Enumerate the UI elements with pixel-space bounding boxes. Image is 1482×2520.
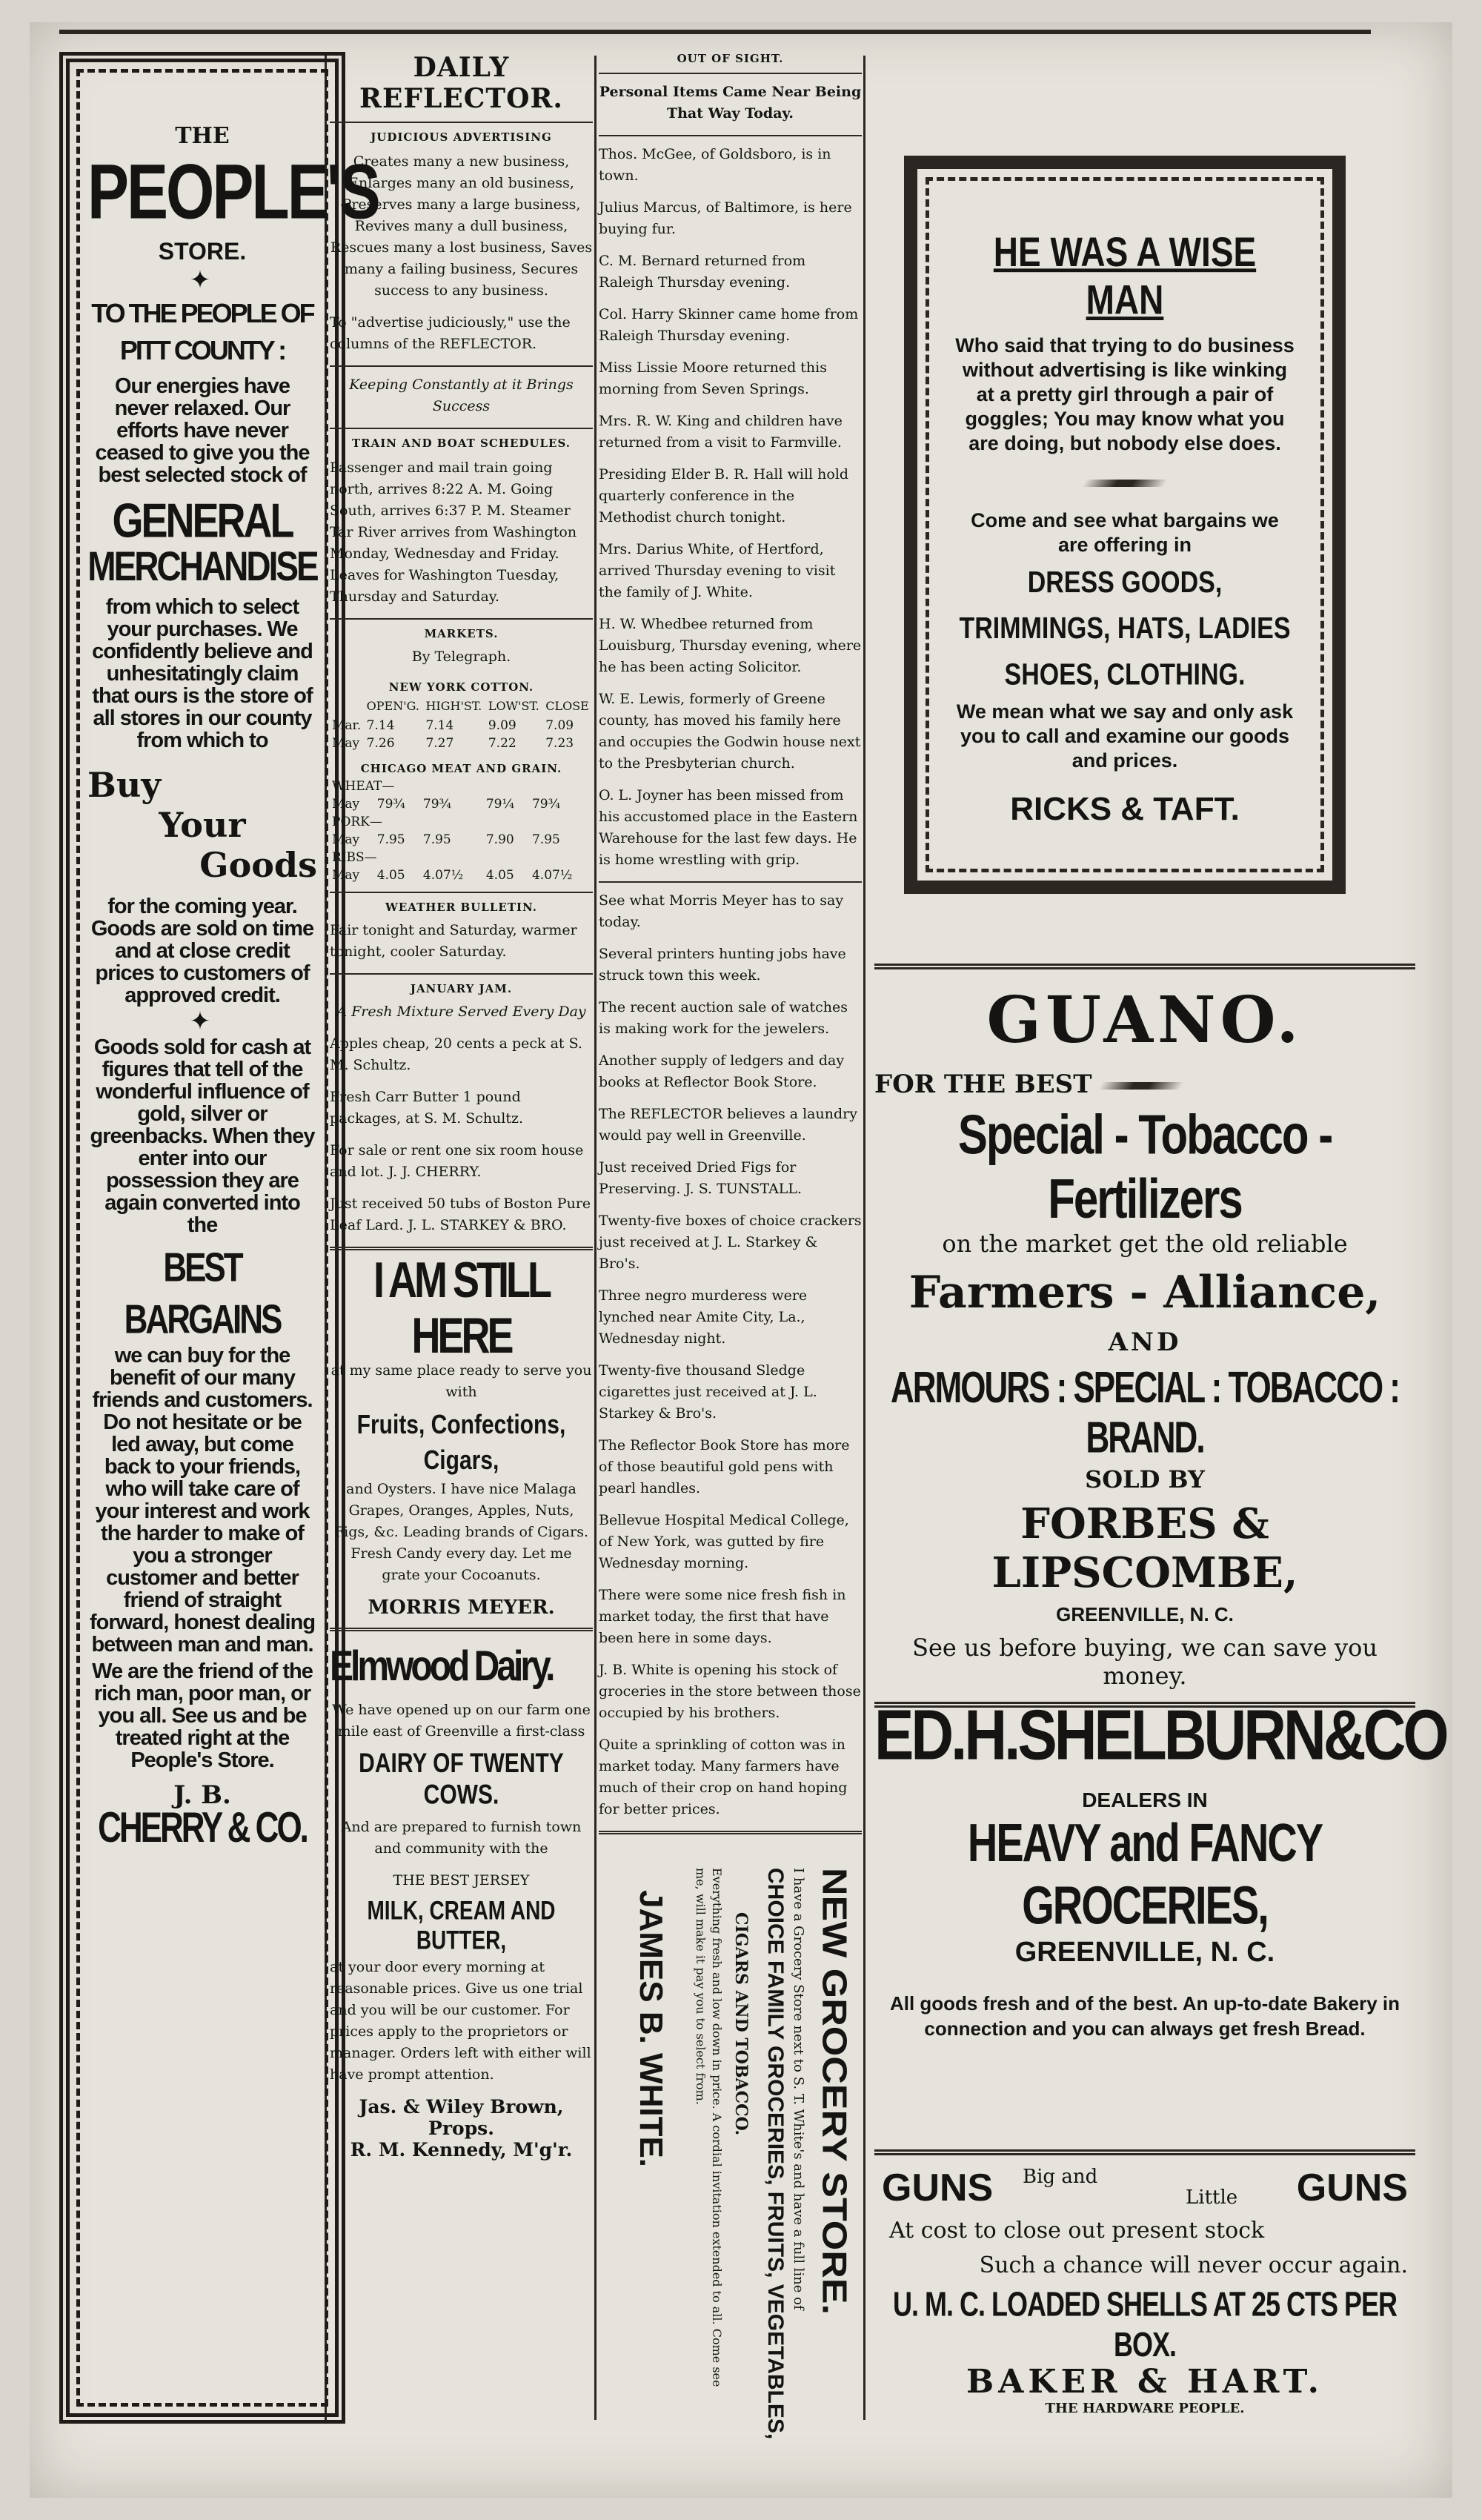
wise-text: We mean what we say and only ask you to call and examine our goods and prices. [956, 700, 1294, 772]
dairy-sig: Jas. & Wiley Brown, Props. [359, 2096, 564, 2139]
guano-title: GUANO. [986, 983, 1303, 1058]
jam-heading: JANUARY JAM. [410, 982, 513, 995]
dairy-milk: MILK, CREAM AND BUTTER, [367, 1896, 556, 1954]
judicious-lines: Creates many a new business, Enlarges many an old business, Preserves many a large business, Revives many a dull business, Rescues many a lost business, Saves many a failing business, Secures success to any business. [330, 153, 593, 299]
dairy-cows: DAIRY OF TWENTY COWS. [359, 1748, 564, 1811]
jam-item: Just received 50 tubs of Boston Pure Leaf Lard. J. L. STARKEY & BRO. [330, 1196, 591, 1233]
guano-line: AND [1108, 1327, 1182, 1357]
arrow-ornament [954, 475, 1295, 489]
ad-your: Your [159, 805, 246, 845]
guano-line: on the market get the old reliable [942, 1230, 1348, 1258]
personal-item: Col. Harry Skinner came home from Raleigh Thursday evening. [599, 306, 859, 344]
ad-to: TO THE PEOPLE OF [91, 298, 313, 328]
guns-ad [874, 2149, 1415, 2416]
shelburn-line: All goods fresh and of the best. An up-to-date Bakery in connection and you can always get fresh Bread. [889, 1992, 1400, 2040]
ad-sig2: CHERRY & CO. [98, 1804, 307, 1852]
personal-item: Miss Lissie Moore returned this morning from Seven Springs. [599, 359, 827, 397]
ads-column [867, 52, 1446, 2424]
ad-title: PEOPLE'S [87, 147, 379, 235]
flourish-icon: ✦ [189, 1007, 216, 1036]
jam-item: For sale or rent one six room house and lot. J. J. CHERRY. [330, 1142, 584, 1180]
guns-line: At cost to close out present stock [889, 2218, 1265, 2244]
dairy-text: And are prepared to furnish town and community with the [341, 1819, 582, 1857]
peoples-store-ad [59, 52, 379, 2424]
local-item: The REFLECTOR believes a laundry would pay well in Greenville. [599, 1106, 857, 1144]
local-item: Twenty-five thousand Sledge cigarettes just received at J. L. Starkey & Bro's. [599, 1362, 817, 1422]
guano-line: Farmers - Alliance, [908, 1267, 1381, 1319]
ad-goods: Goods [199, 845, 317, 885]
guns-big: Big and [1023, 2166, 1098, 2188]
cotton-heading: NEW YORK COTTON. [388, 680, 534, 694]
guano-line: ARMOURS : SPECIAL : TOBACCO : BRAND. [891, 1363, 1399, 1463]
wise-goods: DRESS GOODS, TRIMMINGS, HATS, LADIES SHOES, CLOTHING. [959, 565, 1291, 692]
jam-item: Fresh Carr Butter 1 pound packages, at S. M. Schultz. [330, 1089, 524, 1127]
ad-p2: from which to select your purchases. We confidently believe and unhesitatingly claim that ours is the store of all stores in our county from which to [92, 595, 313, 752]
guns-line: THE HARDWARE PEOPLE. [1045, 2401, 1245, 2416]
top-rule [59, 30, 1371, 34]
column-divider [594, 56, 597, 2420]
dairy-title: Elmwood Dairy. [330, 1642, 553, 1691]
dairy-text: We have opened up on our farm one mile east of Greenville a first-class [332, 1702, 591, 1740]
ad-p3: for the coming year. Goods are sold on time and at close credit prices to customers of approved credit. [90, 895, 314, 1007]
wise-man-ad [904, 156, 1346, 894]
out-of-sight-heading: OUT OF SIGHT. [677, 52, 784, 65]
local-item: There were some nice fresh fish in market today, the first that have been here in some days. [599, 1587, 846, 1646]
out-of-sight-sub: Personal Items Came Near Being That Way Today. [599, 84, 862, 122]
still-signature: MORRIS MEYER. [368, 1596, 555, 1619]
still-line: at my same place ready to serve you with [330, 1362, 592, 1400]
guano-line: FOR THE BEST [874, 1070, 1415, 1099]
locals-column [599, 52, 862, 2440]
ad-county: PITT COUNTY : [119, 335, 285, 365]
train-text: Passenger and mail train going north, arrives 8:22 A. M. Going South, arrives 6:37 P. M. Steamer Tar River arrives from Washington Monday, Wednesday and Friday. Leaves for Washington Tuesday, Thursday and Saturday. [330, 460, 577, 605]
guano-line: See us before buying, we can save you money. [912, 1634, 1378, 1690]
jam-sub: A Fresh Mixture Served Every Day [336, 1004, 586, 1020]
weather-heading: WEATHER BULLETIN. [385, 901, 537, 914]
local-item: Three negro murderess were lynched near Amite City, La., Wednesday night. [599, 1287, 808, 1347]
wise-text: Who said that trying to do business without advertising is like winking at a pretty girl through a pair of goggles; You may know what you are doing, but nobody else does. [955, 334, 1295, 454]
ad-sig1: J. B. [173, 1780, 231, 1810]
shelburn-title: ED.H.SHELBURN&CO [874, 1695, 1446, 1774]
dairy-jersey: THE BEST JERSEY [393, 1872, 530, 1889]
local-item: Bellevue Hospital Medical College, of New York, was gutted by fire Wednesday morning. [599, 1512, 849, 1571]
guns-line: U. M. C. LOADED SHELLS AT 25 CTS PER BOX. [892, 2284, 1398, 2364]
guns-right: GUNS [1296, 2166, 1408, 2209]
guano-line: SOLD BY [1085, 1465, 1205, 1493]
ad-p5: we can buy for the benefit of our many friends and customers. Do not hesitate or be led away, but come back to your friends, who will take care of your interest and work the harder to make of you a stronger customer and better friend of straight forward, honest dealing between man and man. [89, 1344, 316, 1657]
personal-item: C. M. Bernard returned from Raleigh Thursday evening. [599, 253, 806, 291]
ad-general: GENERAL [112, 494, 293, 548]
chicago-table: WHEAT— May 79¾ 79¾ 79¼ 79¾ PORK— May 7.95 7.95 7.90 7.95 RIBS— May 4.05 4.07½ 4.05 4.07½ [332, 779, 573, 883]
grocery-signature: JAMES B. WHITE. [633, 1890, 669, 2168]
wise-text: Come and see what bargains we are offering in [971, 509, 1279, 556]
jam-item: Apples cheap, 20 cents a peck at S. M. Schultz. [330, 1035, 582, 1073]
personal-item: H. W. Whedbee returned from Louisburg, Thursday evening, where he has been acting Solicitor. [599, 616, 862, 675]
weather-text: Fair tonight and Saturday, warmer tonight, cooler Saturday. [330, 922, 577, 960]
shelburn-line: HEAVY and FANCY GROCERIES, [967, 1811, 1323, 1936]
grocery-title: NEW GROCERY STORE. [814, 1868, 854, 2315]
guano-line: FORBES & LIPSCOMBE, [991, 1499, 1298, 1597]
personal-item: W. E. Lewis, formerly of Greene county, has moved his family here and occupies the Godwin house next to the Presbyterian church. [599, 691, 861, 772]
still-products: Fruits, Confections, Cigars, [356, 1410, 566, 1476]
ad-best-bargains: BEST BARGAINS [124, 1244, 281, 1342]
still-here-title: I AM STILL HERE [373, 1253, 549, 1364]
markets-heading: MARKETS. [424, 627, 499, 640]
personal-item: Presiding Elder B. R. Hall will hold quarterly conference in the Methodist church tonight. [599, 466, 849, 525]
personal-item: Julius Marcus, of Baltimore, is here buying fur. [599, 199, 852, 237]
grocery-text: Everything fresh and low down in price. A cordial invitation extended to all. Come see me, will make it pay you to select from. [694, 1868, 724, 2387]
ad-p4: Goods sold for cash at figures that tell of the wonderful influence of gold, silver or greenbacks. When they enter into our possession they are again converted into the [90, 1035, 315, 1237]
dairy-text: at your door every morning at reasonable prices. Give us one trial and you will be our customer. For prices apply to the proprietors or manager. Orders left with either will have prompt attention. [330, 1959, 591, 2083]
shelburn-line: DEALERS IN [1082, 1788, 1208, 1811]
local-item: Quite a sprinkling of cotton was in market today. Many farmers have much of their crop on hand hoping for better prices. [599, 1737, 848, 1817]
keeping-line: Keeping Constantly at it Brings Success [349, 377, 574, 414]
still-text: and Oysters. I have nice Malaga Grapes, Oranges, Apples, Nuts, Figs, &c. Leading brands of Cigars. Fresh Candy every day. Let me grate your Cocoanuts. [333, 1481, 588, 1583]
personal-item: Thos. McGee, of Goldsboro, is in town. [599, 146, 831, 184]
local-item: The recent auction sale of watches is making work for the jewelers. [599, 999, 848, 1037]
chicago-heading: CHICAGO MEAT AND GRAIN. [360, 762, 562, 775]
advertise-note: To "advertise judiciously," use the columns of the REFLECTOR. [330, 314, 571, 352]
judicious-heading: JUDICIOUS ADVERTISING [370, 130, 552, 144]
shelburn-line: GREENVILLE, N. C. [1014, 1937, 1275, 1968]
ad-p6: We are the friend of the rich man, poor man, or you all. See us and be treated right at the People's Store. [92, 1659, 313, 1772]
wise-title: HE WAS A WISE MAN [993, 228, 1257, 323]
guns-signature: BAKER & HART. [966, 2363, 1323, 2401]
local-item: J. B. White is opening his stock of groceries in the store between those occupied by his brothers. [599, 1662, 861, 1721]
shelburn-ad [874, 1695, 1446, 2041]
ad-the: THE [175, 123, 230, 149]
ad-buy: Buy [87, 765, 162, 805]
telegraph-label: By Telegraph. [411, 649, 511, 665]
dairy-sig: R. M. Kennedy, M'g'r. [350, 2139, 573, 2161]
guns-line: Such a chance will never occur again. [979, 2252, 1408, 2278]
personal-item: O. L. Joyner has been missed from his accustomed place in the Eastern Warehouse for the last few days. He is home wrestling with grip. [599, 787, 858, 868]
flourish-icon: ✦ [189, 265, 216, 295]
grocery-cigars: CIGARS AND TOBACCO. [731, 1912, 751, 2136]
grocery-lines: CHOICE FAMILY GROCERIES, FRUITS, VEGETABLES, [763, 1868, 788, 2440]
wise-signature: RICKS & TAFT. [1010, 791, 1240, 827]
guns-left: GUNS [882, 2166, 994, 2209]
grocery-ad [599, 1860, 862, 2440]
personal-item: Mrs. Darius White, of Hertford, arrived Thursday evening to visit the family of J. White. [599, 541, 836, 600]
guano-ad [874, 964, 1415, 1708]
train-heading: TRAIN AND BOAT SCHEDULES. [352, 437, 571, 450]
personal-item: Mrs. R. W. King and children have returned from a visit to Farmville. [599, 413, 843, 451]
guano-line: GREENVILLE, N. C. [1056, 1603, 1234, 1625]
masthead: DAILY REFLECTOR. [359, 52, 563, 114]
ad-p1: Our energies have never relaxed. Our efforts have never ceased to give you the best selected stock of [95, 374, 310, 487]
cotton-table: OPEN'G. HIGH'ST. LOW'ST. CLOSE Mar. 7.14 7.14 9.09 7.09 May 7.26 7.27 7.22 7.23 [332, 699, 589, 751]
local-item: The Reflector Book Store has more of those beautiful gold pens with pearl handles. [599, 1437, 850, 1496]
local-item: Several printers hunting jobs have struck town this week. [599, 946, 846, 984]
ad-merchandise: MERCHANDISE [87, 543, 317, 590]
ad-store: STORE. [158, 238, 247, 265]
local-item: Another supply of ledgers and day books at Reflector Book Store. [599, 1052, 845, 1090]
local-item: Twenty-five boxes of choice crackers just received at J. L. Starkey & Bro's. [599, 1213, 862, 1272]
reflector-column [330, 52, 593, 2424]
column-divider [863, 56, 865, 2420]
grocery-text: I have a Grocery Store next to S. T. White's and have a full line of [791, 1868, 806, 2310]
guano-line: Special - Tobacco - Fertilizers [957, 1104, 1332, 1230]
guns-little: Little [1186, 2186, 1238, 2209]
local-item: See what Morris Meyer has to say today. [599, 892, 844, 930]
local-item: Just received Dried Figs for Preserving. J. S. TUNSTALL. [599, 1159, 803, 1197]
